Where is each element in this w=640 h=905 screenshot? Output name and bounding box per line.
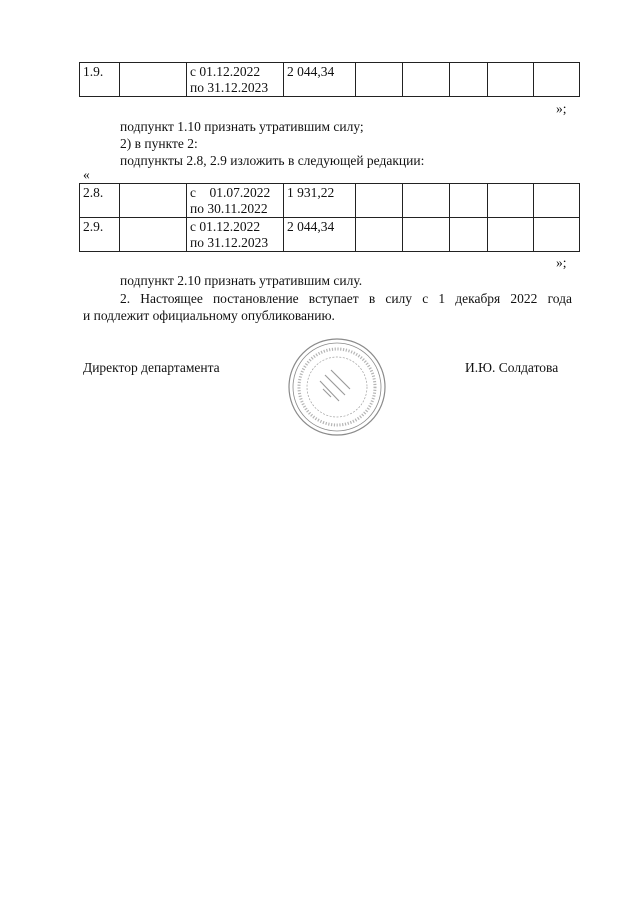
table-tariffs-1 bbox=[79, 62, 580, 97]
paragraph: подпункт 2.10 признать утратившим силу. bbox=[120, 273, 363, 288]
cell-period bbox=[187, 218, 284, 252]
cell-empty bbox=[403, 184, 450, 218]
cell-value: 2 044,34 bbox=[284, 218, 356, 252]
cell-empty bbox=[534, 184, 580, 218]
cell-empty bbox=[120, 218, 187, 252]
opening-quote: « bbox=[83, 167, 90, 182]
cell-value: 1 931,22 bbox=[284, 184, 356, 218]
cell-empty bbox=[403, 218, 450, 252]
cell-period bbox=[187, 184, 284, 218]
table-tariffs-2 bbox=[79, 183, 580, 252]
period-from: с 01.12.2022 bbox=[190, 64, 261, 79]
row-number: 1.9. bbox=[80, 63, 120, 97]
row-number: 2.8. bbox=[80, 184, 120, 218]
round-stamp-seal-icon bbox=[287, 337, 387, 437]
paragraph: и подлежит официальному опубликованию. bbox=[83, 308, 335, 323]
cell-empty bbox=[488, 184, 534, 218]
period-to: по 30.11.2022 bbox=[190, 201, 268, 216]
cell-empty bbox=[356, 184, 403, 218]
cell-empty bbox=[356, 218, 403, 252]
cell-empty bbox=[450, 184, 488, 218]
cell-empty bbox=[120, 63, 187, 97]
closing-quote: »; bbox=[556, 101, 567, 116]
paragraph-line: 2. Настоящее постановление вступает в силу с 1 декабря 2022 года bbox=[120, 291, 572, 306]
paragraph: подпункты 2.8, 2.9 изложить в следующей редакции: bbox=[120, 153, 425, 168]
cell-empty bbox=[450, 218, 488, 252]
closing-quote: »; bbox=[556, 255, 567, 270]
cell-empty bbox=[450, 63, 488, 97]
paragraph: 2) в пункте 2: bbox=[120, 136, 198, 151]
period-to: по 31.12.2023 bbox=[190, 235, 269, 250]
paragraph bbox=[120, 290, 572, 307]
cell-empty bbox=[356, 63, 403, 97]
cell-empty bbox=[534, 63, 580, 97]
period-from: с 01.12.2022 bbox=[190, 219, 261, 234]
row-number: 2.9. bbox=[80, 218, 120, 252]
cell-empty bbox=[488, 218, 534, 252]
cell-empty bbox=[403, 63, 450, 97]
period-to: по 31.12.2023 bbox=[190, 80, 269, 95]
signature-position: Директор департамента bbox=[83, 360, 220, 375]
table-row bbox=[80, 63, 580, 97]
table-row bbox=[80, 184, 580, 218]
table-row bbox=[80, 218, 580, 252]
cell-empty bbox=[488, 63, 534, 97]
cell-period bbox=[187, 63, 284, 97]
signature-name: И.Ю. Солдатова bbox=[465, 360, 559, 375]
cell-empty bbox=[534, 218, 580, 252]
paragraph: подпункт 1.10 признать утратившим силу; bbox=[120, 119, 364, 134]
cell-empty bbox=[120, 184, 187, 218]
period-from: с 01.07.2022 bbox=[190, 185, 271, 200]
cell-value: 2 044,34 bbox=[284, 63, 356, 97]
